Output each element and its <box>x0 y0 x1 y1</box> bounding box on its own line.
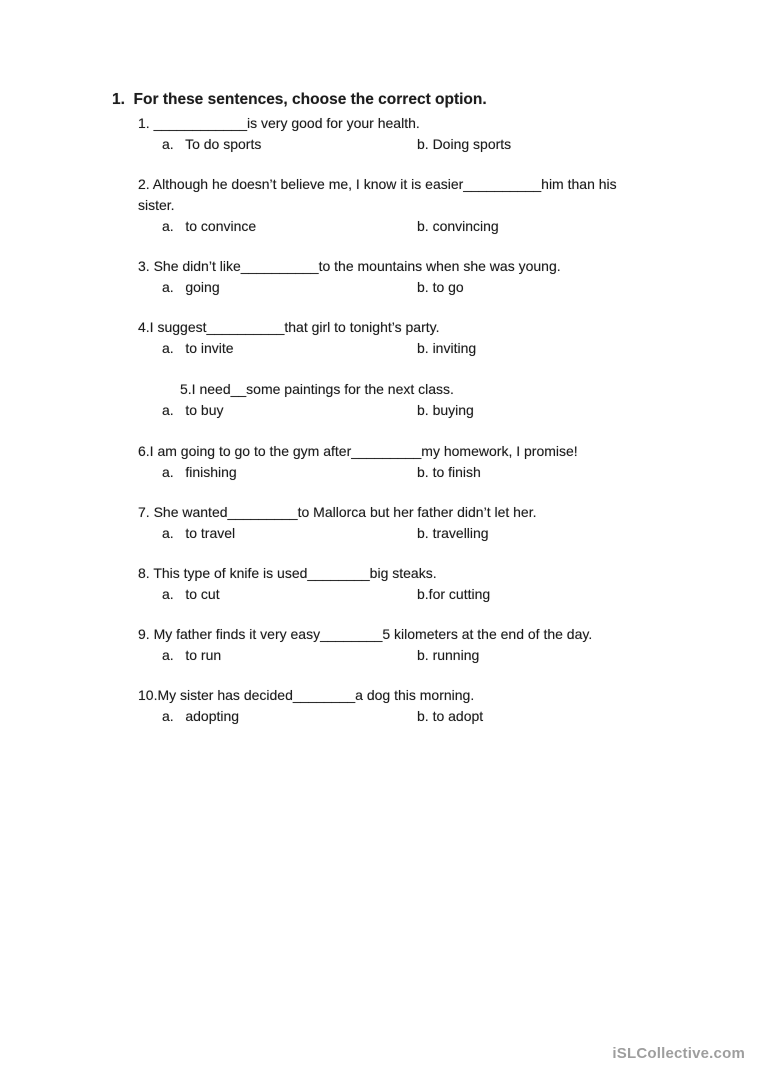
question-text: 8. This type of knife is used________big steaks. <box>138 565 437 581</box>
question-text: 1. ____________is very good for your health. <box>138 115 420 131</box>
option-a: a. To do sports <box>162 136 262 152</box>
question-1 <box>0 113 766 155</box>
question-3 <box>0 256 766 298</box>
options-row <box>0 338 766 359</box>
question-text: 2. Although he doesn’t believe me, I know it is easier__________him than his <box>138 176 617 192</box>
question-text: 10.My sister has decided________a dog this morning. <box>138 687 475 703</box>
option-a: a. to buy <box>162 402 224 418</box>
option-b: b. to go <box>417 279 464 295</box>
question-text: 6.I am going to go to the gym after_________my homework, I promise! <box>138 443 578 459</box>
question-text: 3. She didn’t like__________to the mountains when she was young. <box>138 258 561 274</box>
option-b: b. inviting <box>417 340 477 356</box>
question-2 <box>0 174 766 237</box>
option-a: a. adopting <box>162 708 240 724</box>
option-a: a. to cut <box>162 586 220 602</box>
option-b: b. running <box>417 647 480 663</box>
options-row <box>0 462 766 483</box>
options-row <box>0 134 766 155</box>
option-b: b. to adopt <box>417 708 484 724</box>
option-b: b.for cutting <box>417 586 491 602</box>
question-6 <box>0 441 766 483</box>
question-text: 5.I need__some paintings for the next class. <box>180 381 454 397</box>
options-row <box>0 523 766 544</box>
question-4 <box>0 317 766 359</box>
option-b: b. convincing <box>417 218 499 234</box>
question-text: 4.I suggest__________that girl to tonight’s party. <box>138 319 440 335</box>
option-b: b. buying <box>417 402 474 418</box>
option-a: a. to travel <box>162 525 236 541</box>
options-row <box>0 216 766 237</box>
option-b: b. travelling <box>417 525 489 541</box>
exercise-heading: 1. For these sentences, choose the correct option. <box>112 91 487 108</box>
option-a: a. finishing <box>162 464 237 480</box>
options-row <box>0 706 766 727</box>
question-text: 9. My father finds it very easy________5 kilometers at the end of the day. <box>138 626 593 642</box>
question-7 <box>0 502 766 544</box>
options-row <box>0 400 766 421</box>
question-10 <box>0 685 766 727</box>
question-text-line2: sister. <box>138 197 175 213</box>
islcollective-watermark: iSLCollective.com <box>612 1045 745 1062</box>
option-a: a. to invite <box>162 340 234 356</box>
question-5 <box>0 379 766 421</box>
option-a: a. going <box>162 279 220 295</box>
option-a: a. to convince <box>162 218 257 234</box>
option-a: a. to run <box>162 647 222 663</box>
question-text: 7. She wanted_________to Mallorca but her father didn’t let her. <box>138 504 537 520</box>
options-row <box>0 277 766 298</box>
options-row <box>0 584 766 605</box>
question-8 <box>0 563 766 605</box>
question-9 <box>0 624 766 666</box>
option-b: b. to finish <box>417 464 481 480</box>
option-b: b. Doing sports <box>417 136 512 152</box>
options-row <box>0 645 766 666</box>
